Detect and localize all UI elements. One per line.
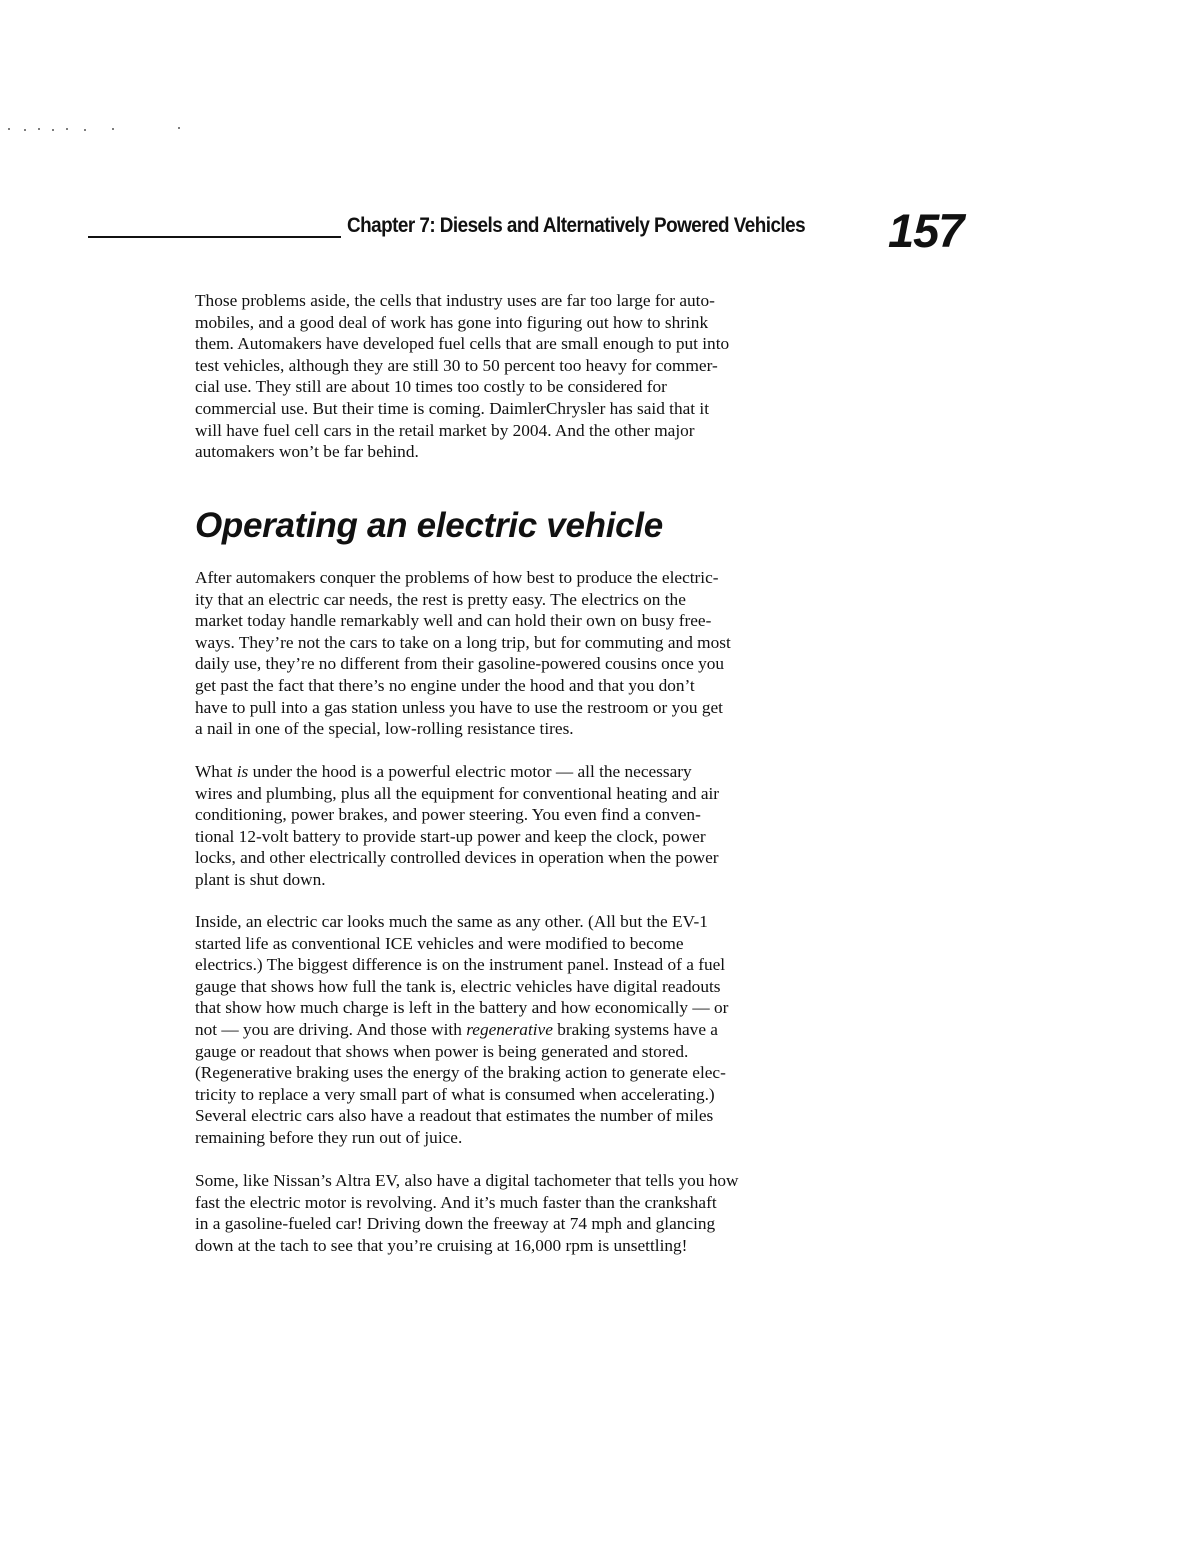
text-line: ity that an electric car needs, the rest is pretty easy. The electrics on the xyxy=(195,589,686,609)
page-number: 157 xyxy=(888,204,964,257)
scan-speck xyxy=(66,128,68,130)
scan-speck xyxy=(8,128,10,130)
text-fragment: under the hood is a powerful electric motor — all the necessary xyxy=(248,762,692,781)
text-line: After automakers conquer the problems of how best to produce the electric- xyxy=(195,568,719,587)
text-line: cial use. They still are about 10 times too costly to be considered for xyxy=(195,377,667,397)
text-fragment: not — you are driving. And those with xyxy=(195,1019,467,1039)
text-line: ways. They’re not the cars to take on a long trip, but for commuting and most xyxy=(195,632,731,652)
scan-speck xyxy=(112,128,114,130)
running-head: Chapter 7: Diesels and Alternatively Powered Vehicles xyxy=(347,214,806,237)
text-line: commercial use. But their time is coming. DaimlerChrysler has said that it xyxy=(195,398,709,418)
scan-speck xyxy=(38,128,40,130)
emphasis-word: is xyxy=(236,762,249,781)
intro-paragraph xyxy=(195,290,867,463)
text-line xyxy=(195,1019,867,1041)
text-line: electrics.) The biggest difference is on the instrument panel. Instead of a fuel xyxy=(195,955,726,975)
text-line: a nail in one of the special, low-rolling resistance tires. xyxy=(195,719,574,739)
section-heading: Operating an electric vehicle xyxy=(195,506,663,545)
text-line: automakers won’t be far behind. xyxy=(195,442,419,462)
body-paragraph xyxy=(195,1170,867,1256)
text-line: locks, and other electrically controlled devices in operation when the power xyxy=(195,848,719,868)
text-line: Some, like Nissan’s Altra EV, also have a digital tachometer that tells you how xyxy=(195,1171,739,1190)
text-line xyxy=(195,761,867,783)
body-paragraph xyxy=(195,911,867,1149)
text-line: have to pull into a gas station unless you have to use the restroom or you get xyxy=(195,697,723,717)
text-line: plant is shut down. xyxy=(195,869,326,889)
text-line: that show how much charge is left in the battery and how economically — or xyxy=(195,998,729,1018)
text-line: will have fuel cell cars in the retail market by 2004. And the other major xyxy=(195,420,695,440)
text-fragment: braking systems have a xyxy=(552,1019,718,1039)
text-line: mobiles, and a good deal of work has gone into figuring out how to shrink xyxy=(195,312,709,332)
emphasis-word: regenerative xyxy=(466,1019,553,1039)
header-rule xyxy=(88,236,341,238)
text-line: Several electric cars also have a readout that estimates the number of miles xyxy=(195,1106,714,1126)
text-line: gauge that shows how full the tank is, electric vehicles have digital readouts xyxy=(195,976,721,996)
text-line: wires and plumbing, plus all the equipment for conventional heating and air xyxy=(195,783,720,803)
text-line: test vehicles, although they are still 30 to 50 percent too heavy for commer- xyxy=(195,355,718,375)
text-line: started life as conventional ICE vehicles and were modified to become xyxy=(195,933,684,953)
body-paragraph xyxy=(195,761,867,891)
text-line: tional 12-volt battery to provide start-up power and keep the clock, power xyxy=(195,826,706,846)
text-line: gauge or readout that shows when power is being generated and stored. xyxy=(195,1041,689,1061)
body-paragraph xyxy=(195,567,867,740)
text-line: them. Automakers have developed fuel cells that are small enough to put into xyxy=(195,334,730,354)
text-line: get past the fact that there’s no engine under the hood and that you don’t xyxy=(195,675,695,695)
scan-speck xyxy=(178,127,180,129)
text-line: Those problems aside, the cells that industry uses are far too large for auto- xyxy=(195,291,715,310)
scan-speck xyxy=(52,129,54,131)
text-line: down at the tach to see that you’re cruising at 16,000 rpm is unsettling! xyxy=(195,1235,688,1255)
text-line: remaining before they run out of juice. xyxy=(195,1127,463,1147)
scan-speck xyxy=(84,129,86,131)
text-line: Inside, an electric car looks much the same as any other. (All but the EV-1 xyxy=(195,912,708,931)
text-line: daily use, they’re no different from their gasoline-powered cousins once you xyxy=(195,654,724,674)
text-line: fast the electric motor is revolving. And it’s much faster than the crankshaft xyxy=(195,1192,717,1212)
text-line: tricity to replace a very small part of what is consumed when accelerating.) xyxy=(195,1084,715,1104)
text-line: in a gasoline-fueled car! Driving down the freeway at 74 mph and glancing xyxy=(195,1214,716,1234)
text-fragment: What xyxy=(195,762,237,781)
scan-speck xyxy=(24,129,26,131)
text-line: market today handle remarkably well and can hold their own on busy free- xyxy=(195,611,712,631)
text-line: (Regenerative braking uses the energy of the braking action to generate elec- xyxy=(195,1063,726,1083)
text-line: conditioning, power brakes, and power steering. You even find a conven- xyxy=(195,805,701,825)
